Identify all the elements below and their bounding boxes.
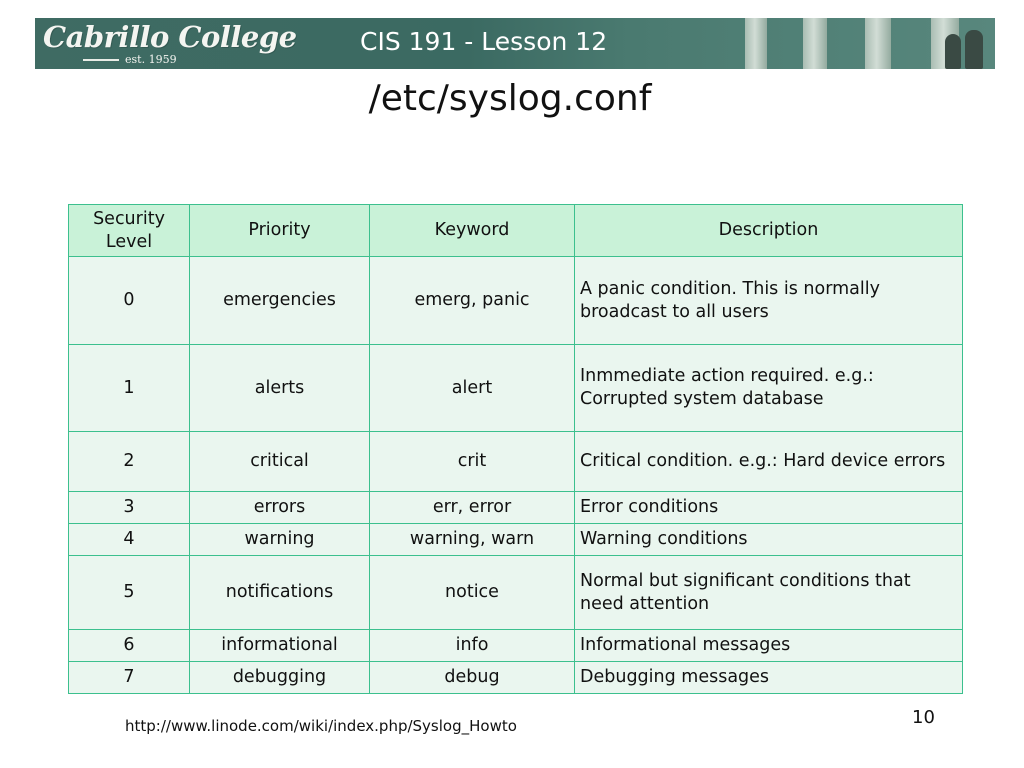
table-row (69, 432, 963, 492)
cell-level: 0 (69, 257, 190, 345)
logo-wordmark: Cabrillo College (43, 20, 297, 54)
table-row (69, 556, 963, 630)
person-silhouette (965, 30, 983, 69)
cell-description: Warning conditions (575, 524, 963, 556)
table-header-row (69, 205, 963, 257)
cell-priority: errors (190, 492, 370, 524)
cell-description: Critical condition. e.g.: Hard device errors (575, 432, 963, 492)
cell-description: Error conditions (575, 492, 963, 524)
table-row (69, 492, 963, 524)
logo-rule (83, 59, 119, 61)
cell-level: 4 (69, 524, 190, 556)
column-shape (865, 18, 891, 69)
cell-keyword: notice (370, 556, 575, 630)
logo-established: est. 1959 (125, 53, 177, 66)
cell-level: 2 (69, 432, 190, 492)
cell-level: 5 (69, 556, 190, 630)
cell-level: 1 (69, 345, 190, 432)
page-number: 10 (912, 707, 935, 728)
header-security-level: Security Level (69, 205, 190, 257)
cell-priority: warning (190, 524, 370, 556)
table-row (69, 662, 963, 694)
person-silhouette (945, 34, 961, 69)
campus-columns-image (695, 18, 995, 69)
syslog-levels-table (68, 204, 963, 694)
course-title: CIS 191 - Lesson 12 (360, 27, 608, 56)
cell-keyword: warning, warn (370, 524, 575, 556)
cell-description: Debugging messages (575, 662, 963, 694)
cell-keyword: debug (370, 662, 575, 694)
cell-level: 6 (69, 630, 190, 662)
cell-description: A panic condition. This is normally broadcast to all users (575, 257, 963, 345)
cell-keyword: emerg, panic (370, 257, 575, 345)
table-row (69, 257, 963, 345)
cell-keyword: crit (370, 432, 575, 492)
cell-description: Normal but significant conditions that need attention (575, 556, 963, 630)
source-url: http://www.linode.com/wiki/index.php/Syslog_Howto (125, 717, 517, 735)
cell-priority: notifications (190, 556, 370, 630)
header-priority: Priority (190, 205, 370, 257)
cell-keyword: info (370, 630, 575, 662)
college-logo (43, 20, 297, 68)
cell-priority: alerts (190, 345, 370, 432)
cell-description: Informational messages (575, 630, 963, 662)
table-row (69, 524, 963, 556)
header-banner (35, 18, 995, 69)
header-description: Description (575, 205, 963, 257)
table-row (69, 345, 963, 432)
cell-priority: informational (190, 630, 370, 662)
cell-level: 7 (69, 662, 190, 694)
column-shape (745, 18, 767, 69)
cell-keyword: err, error (370, 492, 575, 524)
column-shape (803, 18, 827, 69)
cell-priority: emergencies (190, 257, 370, 345)
table-row (69, 630, 963, 662)
cell-priority: debugging (190, 662, 370, 694)
header-keyword: Keyword (370, 205, 575, 257)
cell-priority: critical (190, 432, 370, 492)
slide-title: /etc/syslog.conf (368, 78, 652, 119)
cell-level: 3 (69, 492, 190, 524)
cell-keyword: alert (370, 345, 575, 432)
cell-description: Inmmediate action required. e.g.: Corrupted system database (575, 345, 963, 432)
